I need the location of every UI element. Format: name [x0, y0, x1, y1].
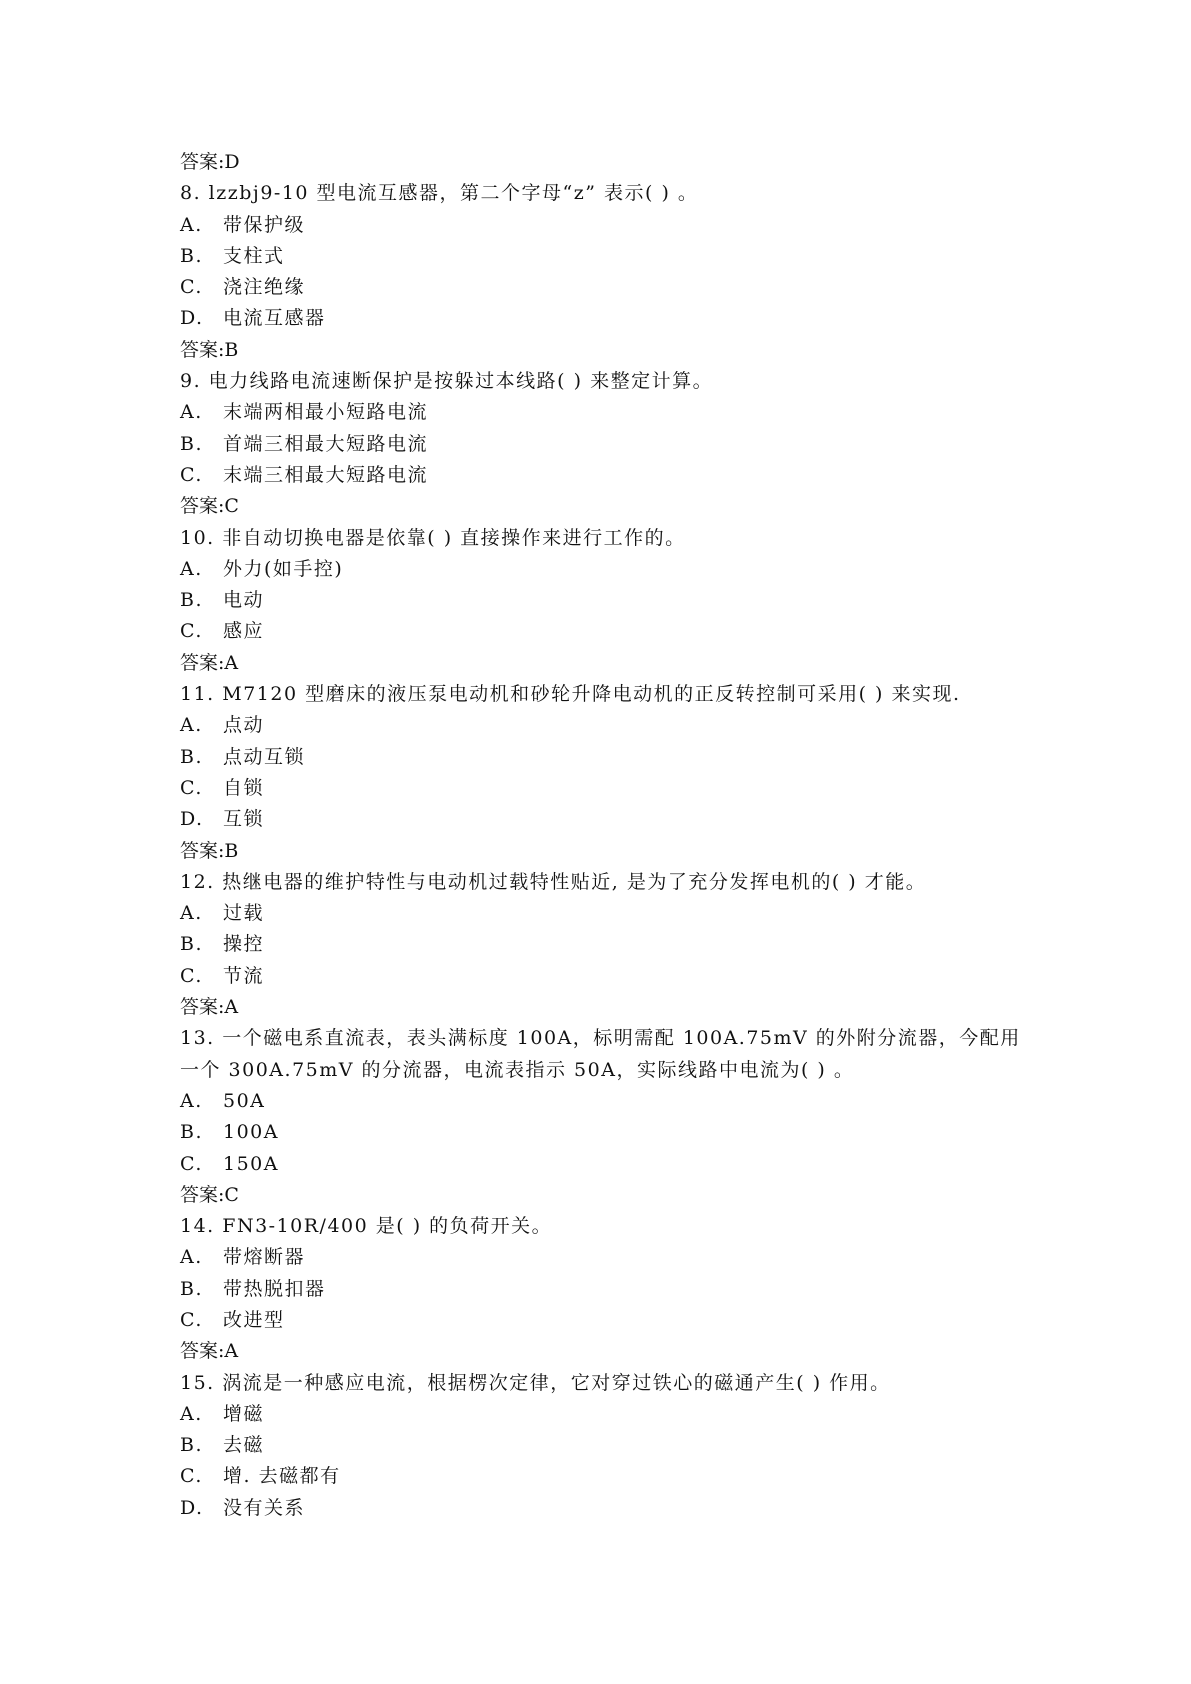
option-text: 互锁 — [223, 808, 265, 831]
option-letter: B. — [180, 1277, 204, 1300]
option-line — [180, 554, 1020, 585]
option-line — [180, 804, 1020, 835]
option-letter: A. — [180, 1089, 203, 1112]
option-line — [180, 1086, 1020, 1117]
option-line — [180, 773, 1020, 804]
option-text: 过载 — [223, 902, 265, 925]
question-list — [180, 147, 1020, 1524]
option-letter: B. — [180, 244, 204, 267]
option-text: 外力(如手控) — [223, 557, 344, 580]
option-letter: A. — [180, 557, 203, 580]
option-letter: D. — [180, 808, 204, 831]
option-line — [180, 241, 1020, 272]
option-text: 电动 — [223, 589, 265, 612]
option-line — [180, 1149, 1020, 1180]
option-text: 浇注绝缘 — [223, 276, 306, 299]
option-letter: A. — [180, 1246, 203, 1269]
question-text: 10. 非自动切换电器是依靠( ) 直接操作来进行工作的。 — [180, 526, 686, 549]
option-letter: A. — [180, 213, 203, 236]
option-letter: D. — [180, 307, 204, 330]
option-text: 带保护级 — [223, 213, 306, 236]
answer-line: 答案:D — [180, 151, 240, 173]
option-letter: C. — [180, 620, 203, 643]
option-text: 操控 — [223, 933, 265, 956]
option-line — [180, 929, 1020, 960]
option-letter: C. — [180, 1308, 203, 1331]
option-text: 50A — [223, 1089, 266, 1112]
option-letter: A. — [180, 1402, 203, 1425]
option-letter: C. — [180, 776, 203, 799]
answer-line: 答案:C — [180, 495, 239, 518]
option-text: 100A — [223, 1121, 279, 1144]
option-letter: B. — [180, 589, 204, 612]
option-letter: C. — [180, 463, 203, 486]
option-line — [180, 1305, 1020, 1336]
answer-line: 答案:B — [180, 338, 239, 361]
option-text: 增磁 — [223, 1402, 265, 1425]
option-line — [180, 742, 1020, 773]
option-letter: B. — [180, 432, 204, 455]
option-line — [180, 1430, 1020, 1461]
option-letter: B. — [180, 933, 204, 956]
option-letter: A. — [180, 714, 203, 737]
option-line — [180, 585, 1020, 616]
option-letter: B. — [180, 1434, 204, 1457]
option-line — [180, 272, 1020, 303]
option-line — [180, 898, 1020, 929]
option-line — [180, 710, 1020, 741]
option-text: 感应 — [223, 620, 265, 643]
question-text: 15. 涡流是一种感应电流，根据楞次定律，它对穿过铁心的磁通产生( ) 作用。 — [180, 1371, 891, 1394]
option-letter: C. — [180, 1465, 203, 1488]
option-letter: B. — [180, 745, 204, 768]
option-letter: D. — [180, 1496, 204, 1519]
option-line — [180, 616, 1020, 647]
option-text: 自锁 — [223, 776, 265, 799]
answer-line: 答案:C — [180, 1183, 239, 1206]
question-text: 9. 电力线路电流速断保护是按躲过本线路( ) 来整定计算。 — [180, 370, 714, 393]
option-letter: C. — [180, 1152, 203, 1175]
option-line — [180, 961, 1020, 992]
option-line — [180, 429, 1020, 460]
option-line — [180, 1274, 1020, 1305]
option-text: 末端三相最大短路电流 — [223, 463, 429, 486]
option-line — [180, 210, 1020, 241]
option-text: 去磁 — [223, 1434, 265, 1457]
option-text: 点动 — [223, 714, 265, 737]
option-letter: C. — [180, 964, 203, 987]
option-text: 改进型 — [223, 1308, 285, 1331]
option-text: 没有关系 — [223, 1496, 306, 1519]
answer-line: 答案:A — [180, 1340, 239, 1363]
option-line — [180, 1117, 1020, 1148]
option-line — [180, 397, 1020, 428]
question-text: 12. 热继电器的维护特性与电动机过载特性贴近, 是为了充分发挥电机的( ) 才能。 — [180, 870, 927, 893]
answer-line: 答案:A — [180, 651, 239, 674]
option-letter: B. — [180, 1121, 204, 1144]
option-text: 支柱式 — [223, 244, 285, 267]
question-text: 14. FN3-10R/400 是( ) 的负荷开关。 — [180, 1215, 553, 1238]
option-line — [180, 1242, 1020, 1273]
option-text: 150A — [223, 1152, 279, 1175]
option-line — [180, 1399, 1020, 1430]
question-text: 8. lzzbj9-10 型电流互感器，第二个字母“z” 表示( ) 。 — [180, 182, 699, 205]
option-text: 首端三相最大短路电流 — [223, 432, 429, 455]
option-line — [180, 303, 1020, 334]
option-letter: A. — [180, 401, 203, 424]
option-letter: A. — [180, 902, 203, 925]
option-text: 增. 去磁都有 — [223, 1465, 341, 1488]
option-text: 节流 — [223, 964, 265, 987]
option-text: 带熔断器 — [223, 1246, 306, 1269]
option-letter: C. — [180, 276, 203, 299]
option-text: 带热脱扣器 — [223, 1277, 326, 1300]
option-text: 电流互感器 — [223, 307, 326, 330]
option-text: 点动互锁 — [223, 745, 306, 768]
option-line — [180, 460, 1020, 491]
question-text: 13. 一个磁电系直流表，表头满标度 100A，标明需配 100A.75mV 的外附分流器，今配用 — [180, 1027, 1021, 1050]
answer-line: 答案:A — [180, 996, 239, 1019]
answer-line: 答案:B — [180, 839, 239, 862]
question-text-continued: 一个 300A.75mV 的分流器，电流表指示 50A，实际线路中电流为( ) 。 — [180, 1058, 855, 1081]
option-line — [180, 1493, 1020, 1524]
option-text: 末端两相最小短路电流 — [223, 401, 429, 424]
option-line — [180, 1461, 1020, 1492]
question-text: 11. M7120 型磨床的液压泵电动机和砂轮升降电动机的正反转控制可采用( ) 来实现. — [180, 683, 961, 706]
